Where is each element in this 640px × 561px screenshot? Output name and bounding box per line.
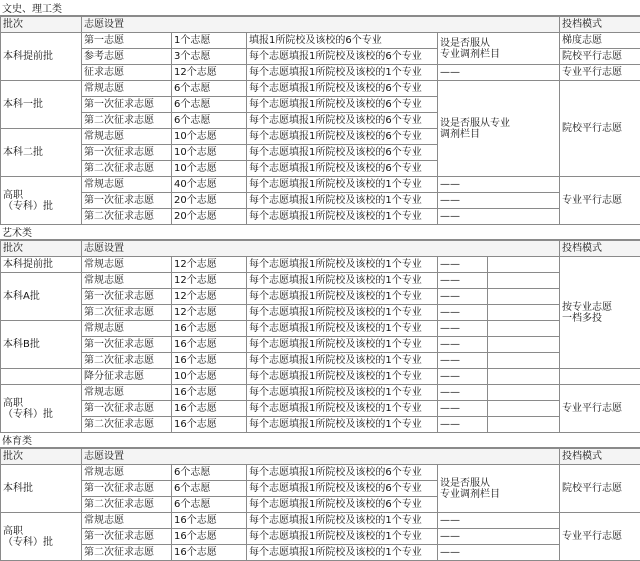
volunteer-rule: 每个志愿填报1所院校及该校的6个专业 [246,160,438,177]
batch-name: 高职 （专科）批 [0,512,82,561]
admission-mode: 按专业志愿 一档多投 [559,256,640,369]
header-mode: 投档模式 [559,16,640,33]
volunteer-count: 12个志愿 [171,256,247,273]
section-title: 文史、理工类 [0,0,640,16]
volunteer-rule: 每个志愿填报1所院校及该校的1个专业 [246,208,438,225]
volunteer-count: 1个志愿 [171,32,247,49]
adjust-column: —— [437,512,560,529]
blank-cell [559,368,640,385]
adjust-column: —— [437,320,488,337]
admission-mode: 院校平行志愿 [559,464,640,513]
volunteer-rule: 每个志愿填报1所院校及该校的6个专业 [246,144,438,161]
volunteer-count: 12个志愿 [171,272,247,289]
header-settings: 志愿设置 [81,16,560,33]
volunteer-count: 6个志愿 [171,96,247,113]
volunteer-count: 10个志愿 [171,368,247,385]
volunteer-rule: 每个志愿填报1所院校及该校的1个专业 [246,272,438,289]
volunteer-type: 第二次征求志愿 [81,160,172,177]
volunteer-count: 6个志愿 [171,464,247,481]
adjust-column: —— [437,384,488,401]
batch-name: 本科提前批 [0,32,82,81]
volunteer-type: 常规志愿 [81,320,172,337]
volunteer-count: 6个志愿 [171,480,247,497]
batch-name: 本科提前批 [0,256,82,273]
volunteer-type: 第二次征求志愿 [81,112,172,129]
volunteer-count: 6个志愿 [171,80,247,97]
volunteer-type: 第一次征求志愿 [81,400,172,417]
section-title: 艺术类 [0,224,640,240]
header-mode: 投档模式 [559,240,640,257]
volunteer-rule: 每个志愿填报1所院校及该校的1个专业 [246,368,438,385]
volunteer-rule: 每个志愿填报1所院校及该校的6个专业 [246,80,438,97]
volunteer-type: 第一次征求志愿 [81,192,172,209]
volunteer-type: 参考志愿 [81,48,172,65]
adjust-column: —— [437,288,488,305]
volunteer-rule: 每个志愿填报1所院校及该校的1个专业 [246,512,438,529]
blank-cell [487,400,560,417]
admission-mode: 专业平行志愿 [559,384,640,433]
volunteer-type: 第一志愿 [81,32,172,49]
adjust-column: —— [437,208,560,225]
volunteer-rule: 每个志愿填报1所院校及该校的1个专业 [246,176,438,193]
volunteer-count: 16个志愿 [171,320,247,337]
batch-name: 本科一批 [0,80,82,129]
volunteer-count: 16个志愿 [171,400,247,417]
volunteer-type: 常规志愿 [81,512,172,529]
volunteer-rule: 每个志愿填报1所院校及该校的1个专业 [246,544,438,561]
volunteer-count: 16个志愿 [171,352,247,369]
batch-name: 高职 （专科）批 [0,176,82,225]
header-batch: 批次 [0,16,82,33]
volunteer-rule: 每个志愿填报1所院校及该校的1个专业 [246,320,438,337]
adjust-column: —— [437,192,560,209]
volunteer-rule: 每个志愿填报1所院校及该校的6个专业 [246,112,438,129]
adjust-column: —— [437,64,560,81]
volunteer-type: 第二次征求志愿 [81,352,172,369]
volunteer-type: 第一次征求志愿 [81,480,172,497]
blank-cell [487,256,560,273]
volunteer-rule: 每个志愿填报1所院校及该校的1个专业 [246,528,438,545]
adjust-column: —— [437,336,488,353]
volunteer-type: 第一次征求志愿 [81,96,172,113]
volunteer-count: 12个志愿 [171,288,247,305]
header-mode: 投档模式 [559,448,640,465]
volunteer-rule: 每个志愿填报1所院校及该校的1个专业 [246,304,438,321]
admission-mode: 院校平行志愿 [559,48,640,65]
volunteer-type: 常规志愿 [81,272,172,289]
volunteer-type: 第二次征求志愿 [81,416,172,433]
adjust-column: —— [437,416,488,433]
volunteer-count: 16个志愿 [171,528,247,545]
volunteer-rule: 每个志愿填报1所院校及该校的1个专业 [246,400,438,417]
blank-cell [487,304,560,321]
header-settings: 志愿设置 [81,240,560,257]
volunteer-rule: 每个志愿填报1所院校及该校的1个专业 [246,384,438,401]
volunteer-type: 常规志愿 [81,176,172,193]
adjust-column: —— [437,352,488,369]
batch-name: 高职 （专科）批 [0,384,82,433]
volunteer-count: 16个志愿 [171,512,247,529]
volunteer-count: 12个志愿 [171,64,247,81]
volunteer-type: 第一次征求志愿 [81,528,172,545]
volunteer-rule: 每个志愿填报1所院校及该校的1个专业 [246,64,438,81]
batch-name: 本科A批 [0,272,82,321]
adjust-column: —— [437,528,560,545]
volunteer-rule: 每个志愿填报1所院校及该校的1个专业 [246,288,438,305]
adjust-column: —— [437,176,560,193]
volunteer-count: 10个志愿 [171,160,247,177]
volunteer-count: 16个志愿 [171,544,247,561]
volunteer-count: 12个志愿 [171,304,247,321]
volunteer-type: 降分征求志愿 [81,368,172,385]
batch-name: 本科二批 [0,128,82,177]
volunteer-rule: 每个志愿填报1所院校及该校的1个专业 [246,352,438,369]
volunteer-type: 常规志愿 [81,80,172,97]
header-batch: 批次 [0,448,82,465]
volunteer-type: 常规志愿 [81,256,172,273]
volunteer-count: 10个志愿 [171,128,247,145]
volunteer-type: 征求志愿 [81,64,172,81]
blank-cell [487,272,560,289]
blank-cell [487,336,560,353]
header-batch: 批次 [0,240,82,257]
volunteer-count: 16个志愿 [171,336,247,353]
header-settings: 志愿设置 [81,448,560,465]
volunteer-count: 20个志愿 [171,208,247,225]
batch-name [0,368,82,385]
volunteer-rule: 每个志愿填报1所院校及该校的6个专业 [246,464,438,481]
volunteer-count: 6个志愿 [171,496,247,513]
blank-cell [487,352,560,369]
admission-mode: 专业平行志愿 [559,64,640,81]
volunteer-count: 40个志愿 [171,176,247,193]
volunteer-rule: 填报1所院校及该校的6个专业 [246,32,438,49]
blank-cell [487,368,560,385]
adjust-column: —— [437,304,488,321]
adjust-column: —— [437,400,488,417]
admission-mode: 院校平行志愿 [559,80,640,177]
volunteer-rule: 每个志愿填报1所院校及该校的6个专业 [246,96,438,113]
volunteer-count: 6个志愿 [171,112,247,129]
volunteer-rule: 每个志愿填报1所院校及该校的1个专业 [246,336,438,353]
volunteer-type: 常规志愿 [81,128,172,145]
blank-cell [487,416,560,433]
volunteer-type: 常规志愿 [81,384,172,401]
adjust-column: —— [437,368,488,385]
volunteer-type: 第一次征求志愿 [81,336,172,353]
volunteer-count: 3个志愿 [171,48,247,65]
adjust-column: —— [437,272,488,289]
volunteer-count: 16个志愿 [171,416,247,433]
adjust-column: 设是否服从 专业调剂栏目 [437,464,560,513]
admission-mode: 梯度志愿 [559,32,640,49]
admission-mode: 专业平行志愿 [559,176,640,225]
admission-mode: 专业平行志愿 [559,512,640,561]
volunteer-count: 10个志愿 [171,144,247,161]
blank-cell [487,288,560,305]
volunteer-rule: 每个志愿填报1所院校及该校的6个专业 [246,128,438,145]
volunteer-rule: 每个志愿填报1所院校及该校的1个专业 [246,192,438,209]
volunteer-rule: 每个志愿填报1所院校及该校的1个专业 [246,416,438,433]
batch-name: 本科批 [0,464,82,513]
volunteer-type: 第一次征求志愿 [81,144,172,161]
volunteer-type: 常规志愿 [81,464,172,481]
volunteer-rule: 每个志愿填报1所院校及该校的6个专业 [246,480,438,497]
volunteer-type: 第二次征求志愿 [81,496,172,513]
volunteer-rule: 每个志愿填报1所院校及该校的6个专业 [246,496,438,513]
volunteer-type: 第二次征求志愿 [81,544,172,561]
volunteer-count: 20个志愿 [171,192,247,209]
adjust-column: 设是否服从专业 调剂栏目 [437,80,560,177]
volunteer-count: 16个志愿 [171,384,247,401]
blank-cell [487,320,560,337]
batch-name: 本科B批 [0,320,82,369]
adjust-column: —— [437,544,560,561]
volunteer-rule: 每个志愿填报1所院校及该校的1个专业 [246,256,438,273]
volunteer-type: 第二次征求志愿 [81,208,172,225]
volunteer-type: 第二次征求志愿 [81,304,172,321]
volunteer-type: 第一次征求志愿 [81,288,172,305]
blank-cell [487,384,560,401]
volunteer-rule: 每个志愿填报1所院校及该校的6个专业 [246,48,438,65]
adjust-column: —— [437,256,488,273]
adjust-column: 设是否服从 专业调剂栏目 [437,32,560,65]
section-title: 体育类 [0,432,640,448]
